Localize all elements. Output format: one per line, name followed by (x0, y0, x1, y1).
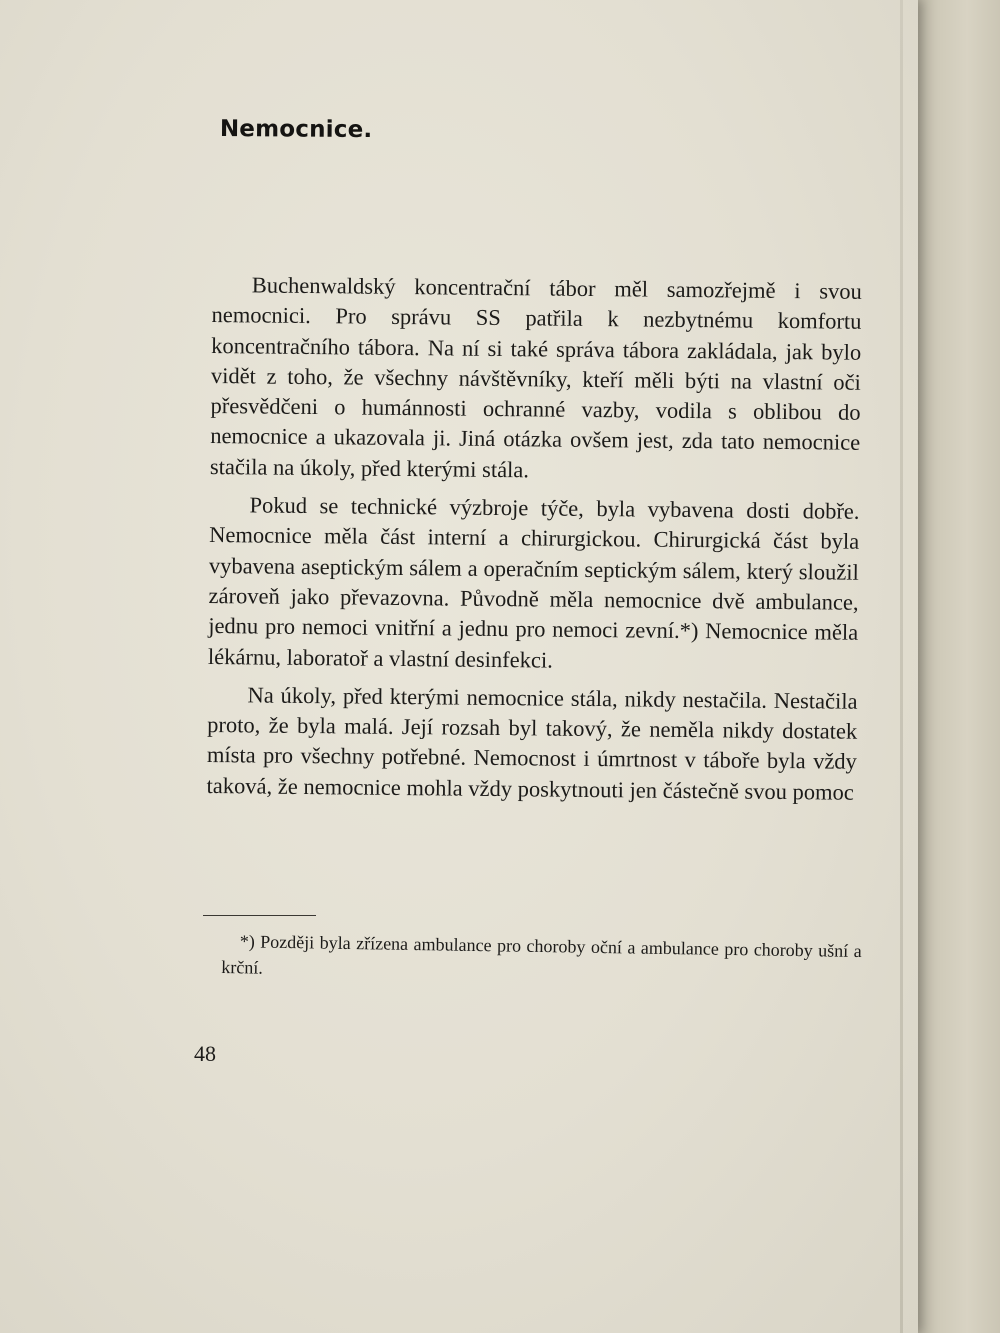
footnote-divider (203, 915, 316, 916)
paragraph-1: Buchenwaldský koncentrační tábor měl samozřejmě i svou nemocnici. Pro správu SS patřila k nezbytnému komfortu koncentračního tábora. Na ní si také správa tábora zakládala, jak bylo vidět z toho, že všechny návštěvníky, kteří měli býti na vlastní oči přesvědčeni o humánnosti ochranné vazby, vodila s oblibou do nemocnice a ukazovala ji. Jiná otázka ovšem jest, zda tato nemocnice stačila na úkoly, před kterými stála. (209, 272, 862, 483)
paragraph-2: Pokud se technické výzbroje týče, byla vybavena dosti dobře. Nemocnice měla část interní a chirurgickou. Chirurgická část byla vybavena aseptickým sálem a operačním septickým sálem, který sloužil zároveň jako převazovna. Původně měla nemocnice dvě ambulance, jednu pro nemoci vnitřní a jednu pro nemoci zevní.*) Nemocnice měla lékárnu, laboratoř a vlastní desinfekci. (207, 492, 860, 673)
next-page-edge (918, 0, 1000, 1333)
chapter-heading: Nemocnice. (219, 116, 373, 144)
paragraph-3: Na úkoly, před kterými nemocnice stála, nikdy nestačila. Nestačila proto, že byla malá. Její rozsah byl takový, že neměla nikdy dostatek místa pro všechny potřebné. Nemocnost i úmrtnost v táboře byla vždy taková, že nemocnice mohla vždy poskytnouti jen částečně svou pomoc (206, 682, 858, 805)
footnote-text: *) Později byla zřízena ambulance pro choroby oční a ambulance pro choroby ušní a krční. (221, 931, 862, 978)
page-gutter-line (900, 0, 903, 1333)
footnote (221, 928, 862, 990)
body-text (206, 270, 862, 816)
page-number: 48 (194, 1041, 216, 1066)
